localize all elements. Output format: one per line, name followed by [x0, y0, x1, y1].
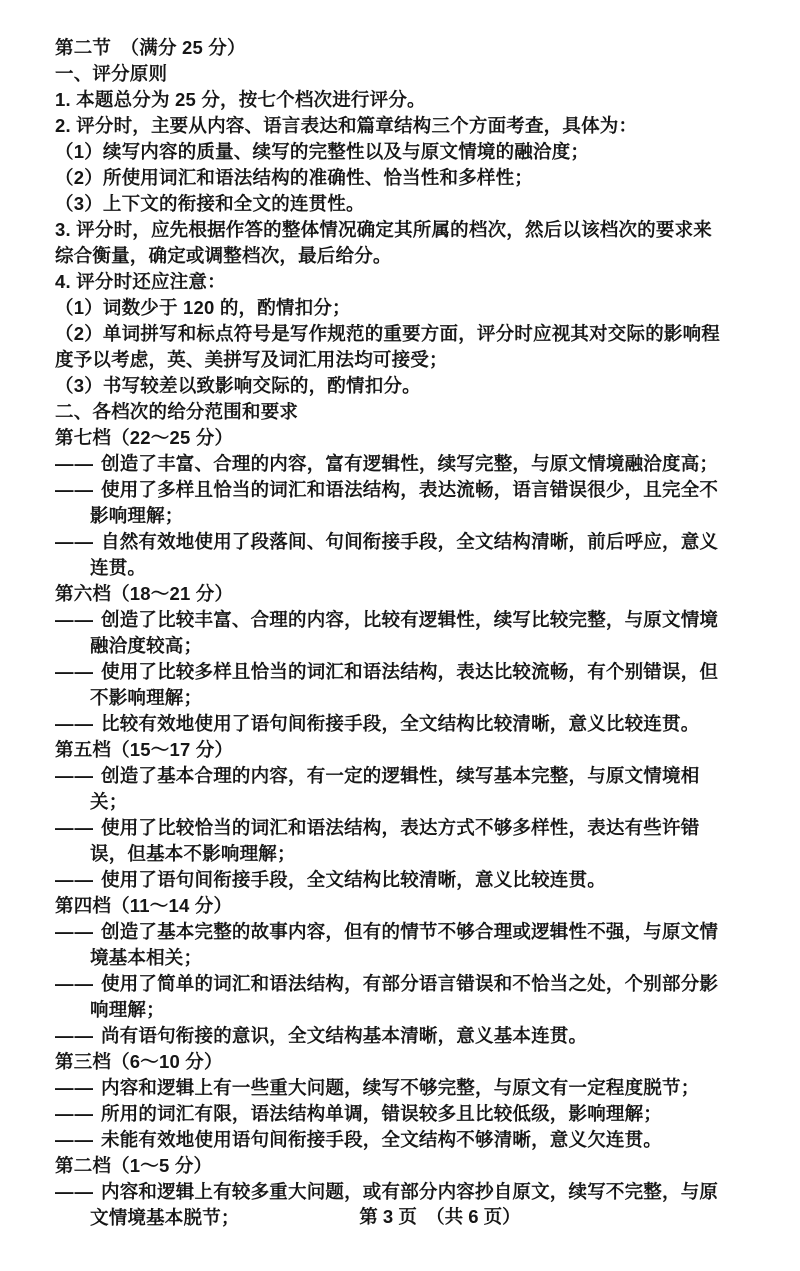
criterion-item: [55, 1101, 727, 1127]
criterion-text: 创造了丰富、合理的内容，富有逻辑性，续写完整，与原文情境融洽度高；: [101, 453, 719, 474]
dash-marker: ——: [55, 1025, 94, 1046]
criterion-text: 使用了简单的词汇和语法结构，有部分语言错误和不恰当之处，个别部分影响理解；: [90, 973, 719, 1020]
principle-item: 3. 评分时，应先根据作答的整体情况确定其所属的档次，然后以该档次的要求来综合衡量，确定或调整档次，最后给分。: [55, 219, 712, 266]
band-label: 第五档（15～17 分）: [55, 739, 234, 760]
criterion-item: [55, 919, 727, 971]
band-label: 第六档（18～21 分）: [55, 583, 234, 604]
criterion-item: [55, 529, 727, 581]
criterion-item: [55, 659, 727, 711]
criterion-item: [55, 1075, 727, 1101]
criterion-item: [55, 815, 727, 867]
band-label: 第三档（6～10 分）: [55, 1051, 223, 1072]
principle-item: （3）书写较差以致影响交际的，酌情扣分。: [55, 375, 421, 396]
dash-marker: ——: [55, 479, 94, 500]
criterion-text: 内容和逻辑上有一些重大问题，续写不够完整，与原文有一定程度脱节；: [101, 1077, 700, 1098]
criterion-text: 尚有语句衔接的意识，全文结构基本清晰，意义基本连贯。: [101, 1025, 588, 1046]
criterion-item: [55, 971, 727, 1023]
dash-marker: ——: [55, 1181, 94, 1202]
principles-title: 一、评分原则: [55, 63, 168, 84]
section-header: 第二节 （满分 25 分）: [55, 37, 246, 58]
criterion-item: [55, 451, 727, 477]
criterion-text: 使用了比较恰当的词汇和语法结构，表达方式不够多样性，表达有些许错误，但基本不影响理解；: [90, 817, 700, 864]
criterion-text: 所用的词汇有限，语法结构单调，错误较多且比较低级，影响理解；: [101, 1103, 663, 1124]
dash-marker: ——: [55, 817, 94, 838]
criterion-item: [55, 711, 727, 737]
principle-item: 2. 评分时，主要从内容、语言表达和篇章结构三个方面考查，具体为：: [55, 115, 638, 136]
criterion-text: 自然有效地使用了段落间、句间衔接手段，全文结构清晰，前后呼应，意义连贯。: [90, 531, 719, 578]
band-label: 第七档（22～25 分）: [55, 427, 234, 448]
dash-marker: ——: [55, 973, 94, 994]
criterion-text: 比较有效地使用了语句间衔接手段，全文结构比较清晰，意义比较连贯。: [101, 713, 700, 734]
principle-item: 1. 本题总分为 25 分，按七个档次进行评分。: [55, 89, 426, 110]
dash-marker: ——: [55, 453, 94, 474]
principle-item: （1）续写内容的质量、续写的完整性以及与原文情境的融洽度；: [55, 141, 590, 162]
principle-item: 4. 评分时还应注意：: [55, 271, 226, 292]
dash-marker: ——: [55, 1103, 94, 1124]
dash-marker: ——: [55, 661, 94, 682]
dash-marker: ——: [55, 531, 94, 552]
dash-marker: ——: [55, 869, 94, 890]
dash-marker: ——: [55, 921, 94, 942]
criterion-text: 使用了多样且恰当的词汇和语法结构，表达流畅，语言错误很少，且完全不影响理解；: [90, 479, 719, 526]
principle-item: （3）上下文的衔接和全文的连贯性。: [55, 193, 365, 214]
criterion-text: 创造了比较丰富、合理的内容，比较有逻辑性，续写比较完整，与原文情境融洽度较高；: [90, 609, 719, 656]
criterion-item: [55, 1127, 727, 1153]
criterion-text: 创造了基本完整的故事内容，但有的情节不够合理或逻辑性不强，与原文情境基本相关；: [90, 921, 719, 968]
dash-marker: ——: [55, 609, 94, 630]
criterion-item: [55, 607, 727, 659]
band-label: 第四档（11～14 分）: [55, 895, 233, 916]
document-content: [55, 35, 727, 1231]
criterion-text: 使用了语句间衔接手段，全文结构比较清晰，意义比较连贯。: [101, 869, 606, 890]
principle-item: （2）所使用词汇和语法结构的准确性、恰当性和多样性；: [55, 167, 533, 188]
criterion-text: 未能有效地使用语句间衔接手段，全文结构不够清晰，意义欠连贯。: [101, 1129, 663, 1150]
band-label: 第二档（1～5 分）: [55, 1155, 213, 1176]
criterion-item: [55, 477, 727, 529]
criterion-item: [55, 1023, 727, 1049]
dash-marker: ——: [55, 1129, 94, 1150]
criterion-text: 创造了基本合理的内容，有一定的逻辑性，续写基本完整，与原文情境相关；: [90, 765, 700, 812]
criterion-item: [55, 763, 727, 815]
bands-list: [55, 425, 727, 1231]
dash-marker: ——: [55, 765, 94, 786]
criterion-text: 使用了比较多样且恰当的词汇和语法结构，表达比较流畅，有个别错误，但不影响理解；: [90, 661, 719, 708]
criterion-text: 内容和逻辑上有较多重大问题，或有部分内容抄自原文，续写不完整，与原文情境基本脱节；: [90, 1181, 719, 1228]
criterion-item: [55, 867, 727, 893]
page-footer: 第 3 页 （共 6 页）: [359, 1206, 521, 1227]
bands-title: 二、各档次的给分范围和要求: [55, 401, 299, 422]
principle-item: （1）词数少于 120 的，酌情扣分；: [55, 297, 351, 318]
principles-list: [55, 87, 727, 399]
dash-marker: ——: [55, 1077, 94, 1098]
principle-item: （2）单词拼写和标点符号是写作规范的重要方面，评分时应视其对交际的影响程度予以考虑，英、美拼写及词汇用法均可接受；: [55, 323, 720, 370]
dash-marker: ——: [55, 713, 94, 734]
